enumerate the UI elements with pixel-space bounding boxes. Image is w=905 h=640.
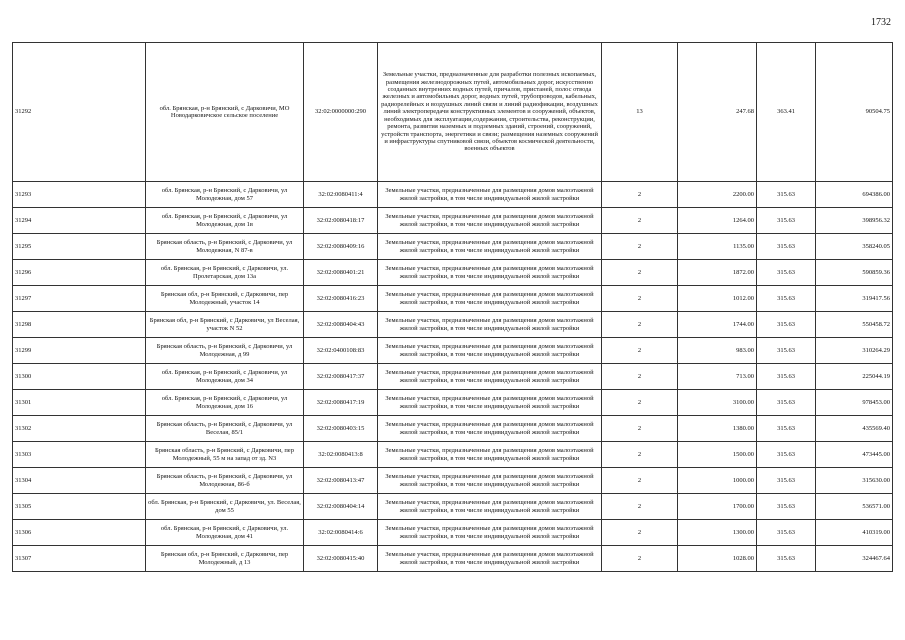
parcel-address: Брянская область, р-н Брянский, с Дарковичи, пер Молодежный, 55 м на запад от зд. N3	[146, 442, 304, 468]
cadastral-value-table	[12, 42, 893, 572]
cadastral-value: 473445.00	[816, 442, 893, 468]
cadastral-value: 225044.19	[816, 364, 893, 390]
table-row	[13, 442, 893, 468]
parcel-area: 1872.00	[678, 260, 757, 286]
cadastral-value: 90504.75	[816, 43, 893, 182]
land-use-group-code: 2	[602, 234, 678, 260]
table-row	[13, 364, 893, 390]
land-use-description: Земельные участки, предназначенные для размещения домов малоэтажной жилой застройки, в том числе индивидуальной жилой застройки	[378, 234, 602, 260]
cadastral-value: 315630.00	[816, 468, 893, 494]
row-number: 31301	[13, 390, 146, 416]
cadastral-number: 32:02:0080414:6	[304, 520, 378, 546]
parcel-area: 1028.00	[678, 546, 757, 572]
land-use-description: Земельные участки, предназначенные для размещения домов малоэтажной жилой застройки, в том числе индивидуальной жилой застройки	[378, 182, 602, 208]
land-use-group-code: 2	[602, 260, 678, 286]
table-row	[13, 312, 893, 338]
row-number: 31292	[13, 43, 146, 182]
land-use-group-code: 2	[602, 338, 678, 364]
specific-cadastral-value: 315.63	[757, 286, 816, 312]
cadastral-number: 32:02:0080401:21	[304, 260, 378, 286]
land-use-group-code: 2	[602, 494, 678, 520]
row-number: 31294	[13, 208, 146, 234]
table-row	[13, 43, 893, 182]
land-use-description: Земельные участки, предназначенные для размещения домов малоэтажной жилой застройки, в том числе индивидуальной жилой застройки	[378, 390, 602, 416]
specific-cadastral-value: 315.63	[757, 468, 816, 494]
parcel-address: обл. Брянская, р-н Брянский, с Дарковичи, ул Молодежная, дом 1в	[146, 208, 304, 234]
row-number: 31295	[13, 234, 146, 260]
parcel-address: Брянская область, р-н Брянский, с Дарковичи, ул Веселая, 85/1	[146, 416, 304, 442]
land-use-group-code: 2	[602, 416, 678, 442]
specific-cadastral-value: 315.63	[757, 520, 816, 546]
cadastral-number: 32:02:0080404:43	[304, 312, 378, 338]
cadastral-number: 32:02:0080411:4	[304, 182, 378, 208]
land-use-group-code: 2	[602, 390, 678, 416]
specific-cadastral-value: 315.63	[757, 546, 816, 572]
specific-cadastral-value: 315.63	[757, 364, 816, 390]
cadastral-value: 358240.05	[816, 234, 893, 260]
table-row	[13, 520, 893, 546]
parcel-address: Брянская обл, р-н Брянский, с Дарковичи, пер Молодежный, д 13	[146, 546, 304, 572]
parcel-address: обл. Брянская, р-н Брянский, с Дарковичи, ул. Веселая, дом 55	[146, 494, 304, 520]
parcel-area: 1135.00	[678, 234, 757, 260]
specific-cadastral-value: 363.41	[757, 43, 816, 182]
row-number: 31298	[13, 312, 146, 338]
row-number: 31296	[13, 260, 146, 286]
table-row	[13, 390, 893, 416]
cadastral-value: 435569.40	[816, 416, 893, 442]
specific-cadastral-value: 315.63	[757, 390, 816, 416]
table-row	[13, 494, 893, 520]
row-number: 31305	[13, 494, 146, 520]
specific-cadastral-value: 315.63	[757, 234, 816, 260]
land-use-group-code: 2	[602, 312, 678, 338]
cadastral-value: 536571.00	[816, 494, 893, 520]
row-number: 31306	[13, 520, 146, 546]
page-number: 1732	[871, 17, 891, 28]
cadastral-value: 550458.72	[816, 312, 893, 338]
parcel-area: 1012.00	[678, 286, 757, 312]
table-row	[13, 208, 893, 234]
land-use-group-code: 2	[602, 546, 678, 572]
parcel-address: обл. Брянская, р-н Брянский, с Дарковичи, ул. Молодежная, дом 41	[146, 520, 304, 546]
land-use-group-code: 2	[602, 520, 678, 546]
table-row	[13, 416, 893, 442]
cadastral-value: 324467.64	[816, 546, 893, 572]
specific-cadastral-value: 315.63	[757, 208, 816, 234]
land-use-description: Земельные участки, предназначенные для разработки полезных ископаемых, размещения железнодорожных путей, автомобильных дорог, искусственно созданных внутренних водных путей, причалов, пристаней, полос отвода железных и автомобильных дорог, водных путей, трубопроводов, кабельных, радиорелейных и воздушных линий связи и линий радиофикации, воздушных линий электропередачи конструктивных элементов и сооружений, объектов, необходимых для эксплуатации,содержания, строительства, реконструкции, ремонта, развития наземных и подземных зданий, строений, сооружений, устройств транспорта, энергетики и связи; размещения наземных сооружений и инфраструктуры спутниковой связи, объектов космической деятельности, военных объектов	[378, 43, 602, 182]
land-use-group-code: 2	[602, 208, 678, 234]
cadastral-value: 398956.32	[816, 208, 893, 234]
specific-cadastral-value: 315.63	[757, 260, 816, 286]
land-use-group-code: 2	[602, 442, 678, 468]
cadastral-number: 32:02:0080417:37	[304, 364, 378, 390]
table-row	[13, 260, 893, 286]
land-use-description: Земельные участки, предназначенные для размещения домов малоэтажной жилой застройки, в том числе индивидуальной жилой застройки	[378, 260, 602, 286]
cadastral-value: 590859.36	[816, 260, 893, 286]
parcel-area: 1500.00	[678, 442, 757, 468]
cadastral-number: 32:02:0080404:14	[304, 494, 378, 520]
cadastral-value: 319417.56	[816, 286, 893, 312]
land-use-group-code: 2	[602, 182, 678, 208]
row-number: 31307	[13, 546, 146, 572]
table-row	[13, 286, 893, 312]
specific-cadastral-value: 315.63	[757, 182, 816, 208]
cadastral-number: 32:02:0080418:17	[304, 208, 378, 234]
parcel-area: 713.00	[678, 364, 757, 390]
land-use-group-code: 2	[602, 468, 678, 494]
table-body	[13, 43, 893, 572]
row-number: 31297	[13, 286, 146, 312]
parcel-address: обл. Брянская, р-н Брянский, с Дарковичи, МО Новодарковичское сельское поселение	[146, 43, 304, 182]
row-number: 31300	[13, 364, 146, 390]
cadastral-number: 32:02:0400108:83	[304, 338, 378, 364]
specific-cadastral-value: 315.63	[757, 442, 816, 468]
specific-cadastral-value: 315.63	[757, 338, 816, 364]
table-row	[13, 234, 893, 260]
cadastral-value: 978453.00	[816, 390, 893, 416]
land-use-description: Земельные участки, предназначенные для размещения домов малоэтажной жилой застройки, в том числе индивидуальной жилой застройки	[378, 494, 602, 520]
land-use-description: Земельные участки, предназначенные для размещения домов малоэтажной жилой застройки, в том числе индивидуальной жилой застройки	[378, 338, 602, 364]
land-use-description: Земельные участки, предназначенные для размещения домов малоэтажной жилой застройки, в том числе индивидуальной жилой застройки	[378, 364, 602, 390]
table-row	[13, 546, 893, 572]
cadastral-number: 32:02:0080413:47	[304, 468, 378, 494]
row-number: 31299	[13, 338, 146, 364]
parcel-area: 983.00	[678, 338, 757, 364]
cadastral-number: 32:02:0080403:15	[304, 416, 378, 442]
parcel-area: 1700.00	[678, 494, 757, 520]
specific-cadastral-value: 315.63	[757, 494, 816, 520]
cadastral-value: 310264.29	[816, 338, 893, 364]
parcel-address: обл. Брянская, р-н Брянский, с Дарковичи, ул Молодежная, дом 34	[146, 364, 304, 390]
land-use-group-code: 2	[602, 364, 678, 390]
cadastral-value: 410319.00	[816, 520, 893, 546]
land-use-description: Земельные участки, предназначенные для размещения домов малоэтажной жилой застройки, в том числе индивидуальной жилой застройки	[378, 442, 602, 468]
parcel-address: обл. Брянская, р-н Брянский, с Дарковичи, ул Молодежная, дом 57	[146, 182, 304, 208]
land-use-description: Земельные участки, предназначенные для размещения домов малоэтажной жилой застройки, в том числе индивидуальной жилой застройки	[378, 468, 602, 494]
cadastral-number: 32:02:0080409:16	[304, 234, 378, 260]
parcel-area: 1744.00	[678, 312, 757, 338]
specific-cadastral-value: 315.63	[757, 312, 816, 338]
parcel-address: Брянская обл, р-н Брянский, с Дарковичи, пер Молодежный, участок 14	[146, 286, 304, 312]
land-use-description: Земельные участки, предназначенные для размещения домов малоэтажной жилой застройки, в том числе индивидуальной жилой застройки	[378, 416, 602, 442]
parcel-area: 247.68	[678, 43, 757, 182]
row-number: 31293	[13, 182, 146, 208]
table-row	[13, 182, 893, 208]
parcel-address: обл. Брянская, р-н Брянский, с Дарковичи, ул Молодежная, дом 16	[146, 390, 304, 416]
land-use-group-code: 2	[602, 286, 678, 312]
parcel-area: 3100.00	[678, 390, 757, 416]
parcel-area: 2200.00	[678, 182, 757, 208]
land-use-description: Земельные участки, предназначенные для размещения домов малоэтажной жилой застройки, в том числе индивидуальной жилой застройки	[378, 520, 602, 546]
parcel-address: Брянская обл, р-н Брянский, с Дарковичи, ул Веселая, участок N 52	[146, 312, 304, 338]
cadastral-number: 32:02:0080413:8	[304, 442, 378, 468]
parcel-area: 1264.00	[678, 208, 757, 234]
land-use-description: Земельные участки, предназначенные для размещения домов малоэтажной жилой застройки, в том числе индивидуальной жилой застройки	[378, 208, 602, 234]
row-number: 31303	[13, 442, 146, 468]
table-row	[13, 468, 893, 494]
row-number: 31304	[13, 468, 146, 494]
specific-cadastral-value: 315.63	[757, 416, 816, 442]
cadastral-number: 32:02:0080417:19	[304, 390, 378, 416]
cadastral-number: 32:02:0000000:290	[304, 43, 378, 182]
parcel-address: Брянская область, р-н Брянский, с Дарковичи, ул Молодежная, д 99	[146, 338, 304, 364]
land-use-group-code: 13	[602, 43, 678, 182]
row-number: 31302	[13, 416, 146, 442]
table-row	[13, 338, 893, 364]
parcel-area: 1300.00	[678, 520, 757, 546]
parcel-area: 1000.00	[678, 468, 757, 494]
parcel-area: 1380.00	[678, 416, 757, 442]
cadastral-number: 32:02:0080416:23	[304, 286, 378, 312]
land-use-description: Земельные участки, предназначенные для размещения домов малоэтажной жилой застройки, в том числе индивидуальной жилой застройки	[378, 312, 602, 338]
cadastral-number: 32:02:0080415:40	[304, 546, 378, 572]
parcel-address: Брянская область, р-н Брянский, с Дарковичи, ул Молодежная, N 87-в	[146, 234, 304, 260]
cadastral-value: 694386.00	[816, 182, 893, 208]
parcel-address: Брянская область, р-н Брянский, с Дарковичи, ул Молодежная, 86-б	[146, 468, 304, 494]
land-use-description: Земельные участки, предназначенные для размещения домов малоэтажной жилой застройки, в том числе индивидуальной жилой застройки	[378, 286, 602, 312]
land-use-description: Земельные участки, предназначенные для размещения домов малоэтажной жилой застройки, в том числе индивидуальной жилой застройки	[378, 546, 602, 572]
parcel-address: обл. Брянская, р-н Брянский, с Дарковичи, ул. Пролетарская, дом 13а	[146, 260, 304, 286]
